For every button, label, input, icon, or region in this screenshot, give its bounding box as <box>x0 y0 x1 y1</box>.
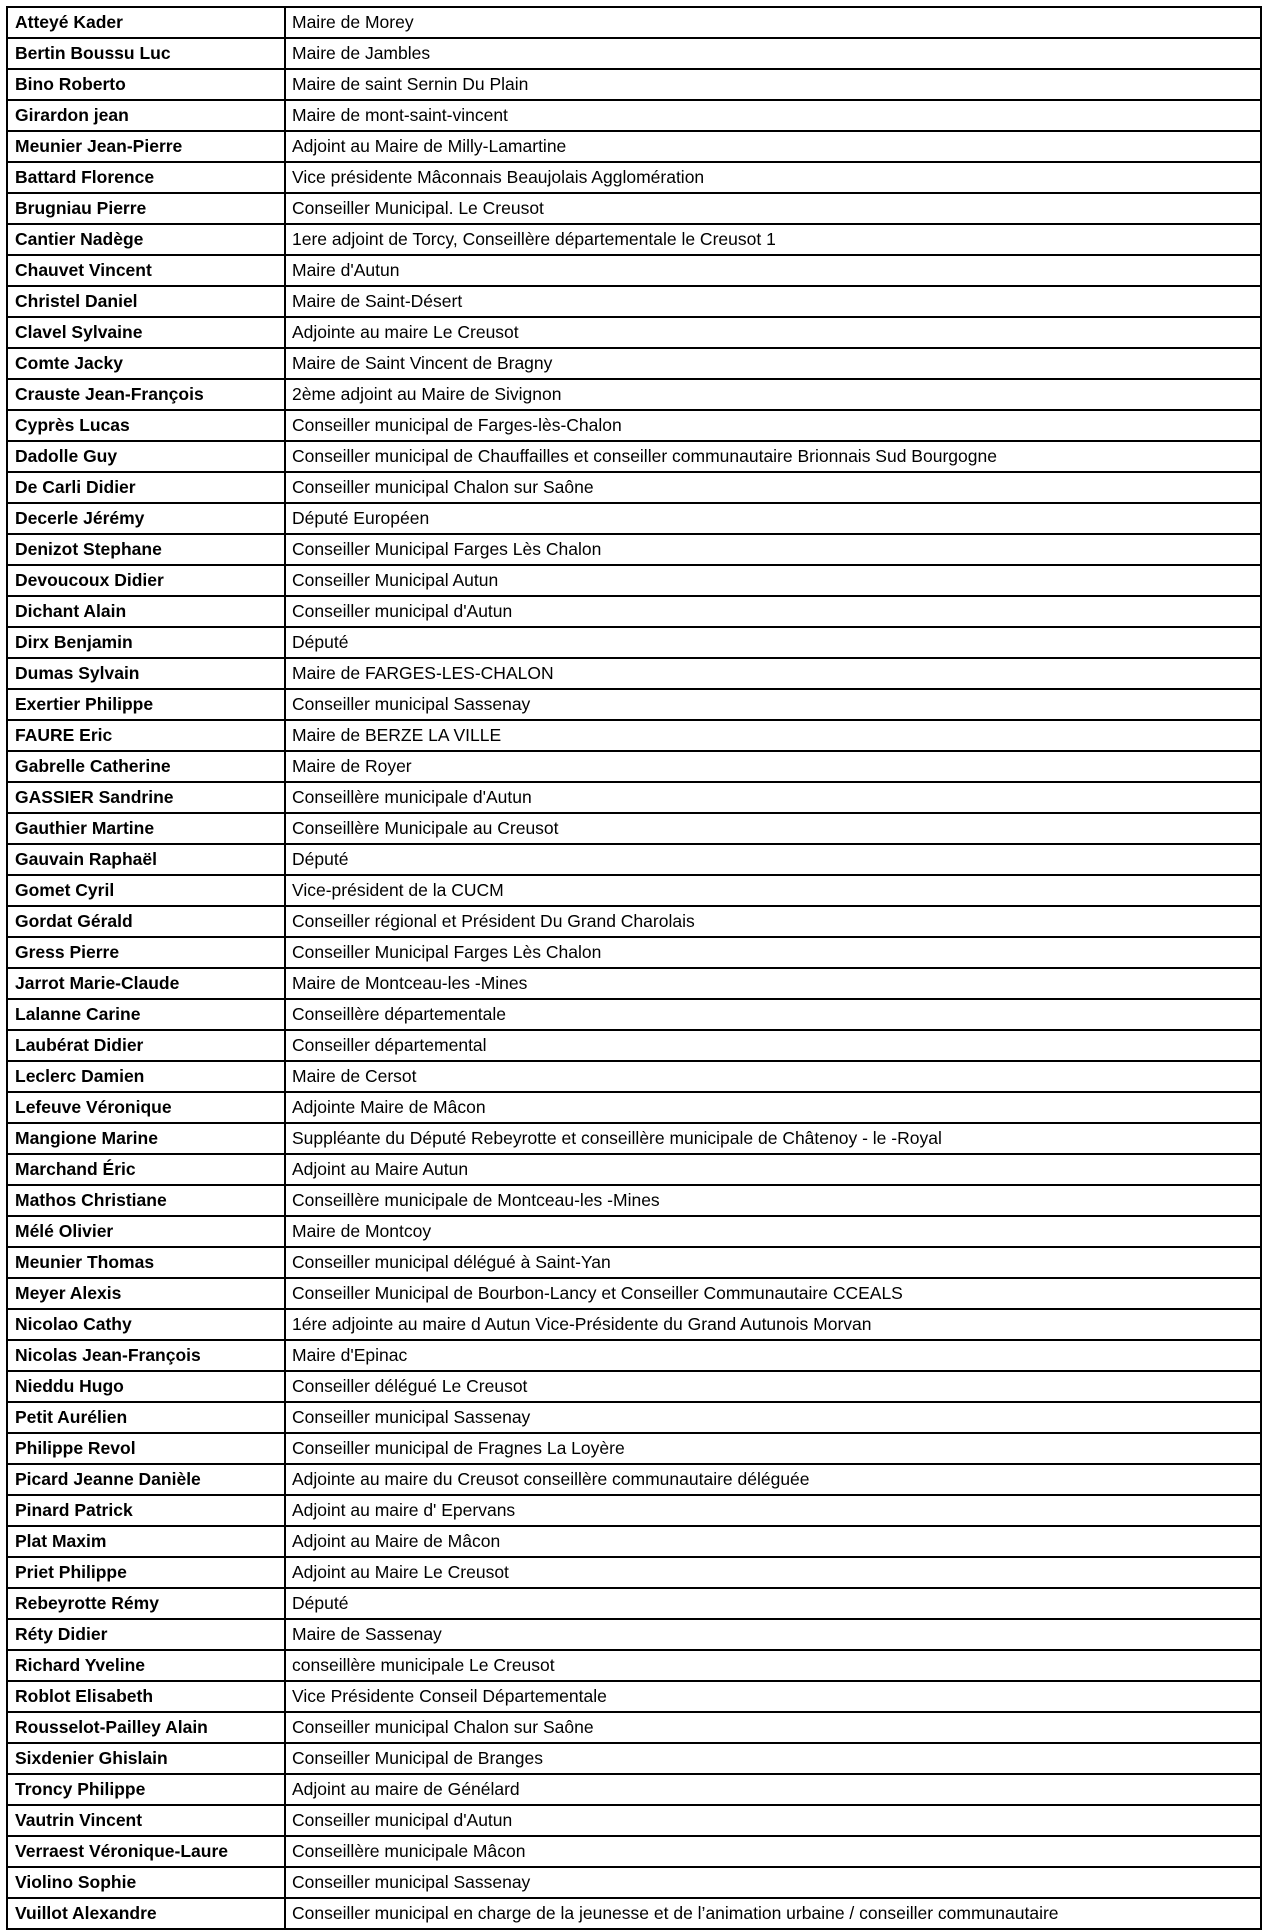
table-row <box>7 1061 1261 1092</box>
table-row <box>7 1867 1261 1898</box>
table-row <box>7 441 1261 472</box>
table-row <box>7 1495 1261 1526</box>
official-name-cell: Gomet Cyril <box>7 875 285 906</box>
official-name-cell: Gordat Gérald <box>7 906 285 937</box>
table-row <box>7 1898 1261 1929</box>
table-row <box>7 7 1261 38</box>
official-name-cell: Atteyé Kader <box>7 7 285 38</box>
official-role-cell: Maire de Montcoy <box>285 1216 1261 1247</box>
table-row <box>7 1154 1261 1185</box>
official-role-cell: Conseiller délégué Le Creusot <box>285 1371 1261 1402</box>
table-row <box>7 999 1261 1030</box>
official-role-cell: Conseiller municipal délégué à Saint-Yan <box>285 1247 1261 1278</box>
official-role-cell: Député Européen <box>285 503 1261 534</box>
official-role-cell: Conseiller Municipal Autun <box>285 565 1261 596</box>
table-row <box>7 100 1261 131</box>
official-role-cell: Adjoint au maire de Génélard <box>285 1774 1261 1805</box>
official-role-cell: Maire de Cersot <box>285 1061 1261 1092</box>
official-name-cell: Chauvet Vincent <box>7 255 285 286</box>
official-name-cell: Verraest Véronique-Laure <box>7 1836 285 1867</box>
table-row <box>7 1526 1261 1557</box>
table-row <box>7 162 1261 193</box>
official-role-cell: Conseillère municipale d'Autun <box>285 782 1261 813</box>
official-name-cell: Crauste Jean-François <box>7 379 285 410</box>
table-row <box>7 906 1261 937</box>
table-row <box>7 1402 1261 1433</box>
official-role-cell: Conseiller régional et Président Du Grand Charolais <box>285 906 1261 937</box>
official-name-cell: Troncy Philippe <box>7 1774 285 1805</box>
table-row <box>7 1836 1261 1867</box>
official-role-cell: Conseiller Municipal. Le Creusot <box>285 193 1261 224</box>
official-role-cell: Maire d'Autun <box>285 255 1261 286</box>
official-name-cell: Nieddu Hugo <box>7 1371 285 1402</box>
table-row <box>7 38 1261 69</box>
table-row <box>7 1309 1261 1340</box>
official-role-cell: Conseiller Municipal de Branges <box>285 1743 1261 1774</box>
official-role-cell: Conseiller municipal Sassenay <box>285 689 1261 720</box>
official-role-cell: 1ere adjoint de Torcy, Conseillère départementale le Creusot 1 <box>285 224 1261 255</box>
official-name-cell: Gress Pierre <box>7 937 285 968</box>
official-name-cell: Mangione Marine <box>7 1123 285 1154</box>
official-name-cell: Lalanne Carine <box>7 999 285 1030</box>
official-name-cell: Vuillot Alexandre <box>7 1898 285 1929</box>
table-row <box>7 1092 1261 1123</box>
official-role-cell: Adjoint au Maire Le Creusot <box>285 1557 1261 1588</box>
official-name-cell: Marchand Éric <box>7 1154 285 1185</box>
table-row <box>7 317 1261 348</box>
official-name-cell: Devoucoux Didier <box>7 565 285 596</box>
official-role-cell: Maire de Royer <box>285 751 1261 782</box>
official-name-cell: Dadolle Guy <box>7 441 285 472</box>
official-role-cell: Adjoint au Maire Autun <box>285 1154 1261 1185</box>
official-name-cell: Vautrin Vincent <box>7 1805 285 1836</box>
official-role-cell: Maire de Saint-Désert <box>285 286 1261 317</box>
official-role-cell: Vice-président de la CUCM <box>285 875 1261 906</box>
table-row <box>7 782 1261 813</box>
table-row <box>7 1371 1261 1402</box>
official-role-cell: 2ème adjoint au Maire de Sivignon <box>285 379 1261 410</box>
official-name-cell: Richard Yveline <box>7 1650 285 1681</box>
table-row <box>7 1185 1261 1216</box>
official-name-cell: Exertier Philippe <box>7 689 285 720</box>
official-name-cell: Gabrelle Catherine <box>7 751 285 782</box>
table-row <box>7 1681 1261 1712</box>
table-row <box>7 937 1261 968</box>
official-role-cell: Adjoint au Maire de Milly-Lamartine <box>285 131 1261 162</box>
official-name-cell: Bino Roberto <box>7 69 285 100</box>
official-name-cell: Pinard Patrick <box>7 1495 285 1526</box>
official-role-cell: Maire de BERZE LA VILLE <box>285 720 1261 751</box>
table-row <box>7 1433 1261 1464</box>
table-row <box>7 1619 1261 1650</box>
official-role-cell: Maire de Jambles <box>285 38 1261 69</box>
official-name-cell: Cantier Nadège <box>7 224 285 255</box>
official-role-cell: conseillère municipale Le Creusot <box>285 1650 1261 1681</box>
table-row <box>7 1774 1261 1805</box>
official-name-cell: Leclerc Damien <box>7 1061 285 1092</box>
official-role-cell: Conseiller Municipal Farges Lès Chalon <box>285 937 1261 968</box>
official-role-cell: Député <box>285 844 1261 875</box>
table-row <box>7 379 1261 410</box>
table-row <box>7 534 1261 565</box>
table-row <box>7 1216 1261 1247</box>
official-role-cell: Conseiller municipal Sassenay <box>285 1402 1261 1433</box>
official-name-cell: Dichant Alain <box>7 596 285 627</box>
official-name-cell: Mélé Olivier <box>7 1216 285 1247</box>
official-role-cell: Adjoint au Maire de Mâcon <box>285 1526 1261 1557</box>
official-name-cell: Meunier Jean-Pierre <box>7 131 285 162</box>
official-name-cell: Gauvain Raphaël <box>7 844 285 875</box>
official-name-cell: Christel Daniel <box>7 286 285 317</box>
table-row <box>7 224 1261 255</box>
table-row <box>7 751 1261 782</box>
official-role-cell: Conseiller municipal de Chauffailles et conseiller communautaire Brionnais Sud Bourgogne <box>285 441 1261 472</box>
official-name-cell: Clavel Sylvaine <box>7 317 285 348</box>
official-name-cell: Roblot Elisabeth <box>7 1681 285 1712</box>
table-row <box>7 1464 1261 1495</box>
official-role-cell: Conseiller départemental <box>285 1030 1261 1061</box>
official-role-cell: Maire de Montceau-les -Mines <box>285 968 1261 999</box>
table-row <box>7 627 1261 658</box>
official-role-cell: Maire de mont-saint-vincent <box>285 100 1261 131</box>
official-role-cell: Adjointe au maire du Creusot conseillère communautaire déléguée <box>285 1464 1261 1495</box>
table-row <box>7 1650 1261 1681</box>
official-name-cell: Meyer Alexis <box>7 1278 285 1309</box>
official-role-cell: Conseillère municipale Mâcon <box>285 1836 1261 1867</box>
official-role-cell: Maire de saint Sernin Du Plain <box>285 69 1261 100</box>
official-name-cell: Réty Didier <box>7 1619 285 1650</box>
official-role-cell: Maire de FARGES-LES-CHALON <box>285 658 1261 689</box>
official-name-cell: Picard Jeanne Danièle <box>7 1464 285 1495</box>
official-role-cell: Adjointe Maire de Mâcon <box>285 1092 1261 1123</box>
table-row <box>7 255 1261 286</box>
table-row <box>7 1278 1261 1309</box>
official-name-cell: Girardon jean <box>7 100 285 131</box>
table-row <box>7 844 1261 875</box>
official-role-cell: Maire de Sassenay <box>285 1619 1261 1650</box>
official-name-cell: De Carli Didier <box>7 472 285 503</box>
table-row <box>7 348 1261 379</box>
official-role-cell: Conseiller municipal d'Autun <box>285 596 1261 627</box>
official-role-cell: Conseiller Municipal Farges Lès Chalon <box>285 534 1261 565</box>
table-row <box>7 1805 1261 1836</box>
official-role-cell: Maire d'Epinac <box>285 1340 1261 1371</box>
official-role-cell: Conseiller municipal Chalon sur Saône <box>285 472 1261 503</box>
table-row <box>7 503 1261 534</box>
official-role-cell: Conseiller municipal de Fragnes La Loyère <box>285 1433 1261 1464</box>
table-row <box>7 968 1261 999</box>
official-name-cell: Nicolas Jean-François <box>7 1340 285 1371</box>
table-row <box>7 69 1261 100</box>
official-name-cell: Comte Jacky <box>7 348 285 379</box>
official-name-cell: Bertin Boussu Luc <box>7 38 285 69</box>
official-name-cell: Rousselot-Pailley Alain <box>7 1712 285 1743</box>
official-role-cell: Conseillère municipale de Montceau-les -Mines <box>285 1185 1261 1216</box>
official-role-cell: 1ére adjointe au maire d Autun Vice-Présidente du Grand Autunois Morvan <box>285 1309 1261 1340</box>
table-row <box>7 1340 1261 1371</box>
table-row <box>7 410 1261 441</box>
table-row <box>7 565 1261 596</box>
official-name-cell: Meunier Thomas <box>7 1247 285 1278</box>
table-row <box>7 875 1261 906</box>
official-name-cell: Cyprès Lucas <box>7 410 285 441</box>
official-role-cell: Maire de Morey <box>285 7 1261 38</box>
official-role-cell: Vice Présidente Conseil Départementale <box>285 1681 1261 1712</box>
official-role-cell: Conseiller municipal en charge de la jeunesse et de l’animation urbaine / conseiller communautaire <box>285 1898 1261 1929</box>
official-name-cell: FAURE Eric <box>7 720 285 751</box>
official-name-cell: Brugniau Pierre <box>7 193 285 224</box>
table-row <box>7 1743 1261 1774</box>
official-role-cell: Conseillère Municipale au Creusot <box>285 813 1261 844</box>
table-row <box>7 1247 1261 1278</box>
official-name-cell: Lefeuve Véronique <box>7 1092 285 1123</box>
official-role-cell: Conseiller Municipal de Bourbon-Lancy et Conseiller Communautaire CCEALS <box>285 1278 1261 1309</box>
official-role-cell: Conseillère départementale <box>285 999 1261 1030</box>
official-role-cell: Conseiller municipal Sassenay <box>285 1867 1261 1898</box>
official-name-cell: Nicolao Cathy <box>7 1309 285 1340</box>
officials-table-body <box>7 7 1261 1929</box>
official-name-cell: Jarrot Marie-Claude <box>7 968 285 999</box>
official-role-cell: Adjoint au maire d' Epervans <box>285 1495 1261 1526</box>
official-role-cell: Conseiller municipal d'Autun <box>285 1805 1261 1836</box>
official-role-cell: Vice présidente Mâconnais Beaujolais Agglomération <box>285 162 1261 193</box>
official-name-cell: Mathos Christiane <box>7 1185 285 1216</box>
official-role-cell: Maire de Saint Vincent de Bragny <box>285 348 1261 379</box>
table-row <box>7 1557 1261 1588</box>
official-name-cell: Decerle Jérémy <box>7 503 285 534</box>
table-row <box>7 1030 1261 1061</box>
official-name-cell: Dirx Benjamin <box>7 627 285 658</box>
official-name-cell: GASSIER Sandrine <box>7 782 285 813</box>
table-row <box>7 689 1261 720</box>
table-row <box>7 596 1261 627</box>
official-name-cell: Rebeyrotte Rémy <box>7 1588 285 1619</box>
table-row <box>7 813 1261 844</box>
table-row <box>7 286 1261 317</box>
official-role-cell: Suppléante du Député Rebeyrotte et conseillère municipale de Châtenoy - le -Royal <box>285 1123 1261 1154</box>
official-name-cell: Battard Florence <box>7 162 285 193</box>
official-role-cell: Conseiller municipal Chalon sur Saône <box>285 1712 1261 1743</box>
official-role-cell: Député <box>285 627 1261 658</box>
official-name-cell: Plat Maxim <box>7 1526 285 1557</box>
official-name-cell: Gauthier Martine <box>7 813 285 844</box>
official-name-cell: Petit Aurélien <box>7 1402 285 1433</box>
officials-table <box>6 6 1262 1930</box>
official-name-cell: Sixdenier Ghislain <box>7 1743 285 1774</box>
official-role-cell: Conseiller municipal de Farges-lès-Chalon <box>285 410 1261 441</box>
table-row <box>7 1712 1261 1743</box>
table-row <box>7 131 1261 162</box>
official-name-cell: Violino Sophie <box>7 1867 285 1898</box>
table-row <box>7 658 1261 689</box>
official-role-cell: Député <box>285 1588 1261 1619</box>
table-row <box>7 193 1261 224</box>
official-name-cell: Laubérat Didier <box>7 1030 285 1061</box>
table-row <box>7 472 1261 503</box>
table-row <box>7 720 1261 751</box>
official-name-cell: Dumas Sylvain <box>7 658 285 689</box>
table-row <box>7 1588 1261 1619</box>
official-name-cell: Priet Philippe <box>7 1557 285 1588</box>
table-row <box>7 1123 1261 1154</box>
official-name-cell: Denizot Stephane <box>7 534 285 565</box>
official-name-cell: Philippe Revol <box>7 1433 285 1464</box>
official-role-cell: Adjointe au maire Le Creusot <box>285 317 1261 348</box>
